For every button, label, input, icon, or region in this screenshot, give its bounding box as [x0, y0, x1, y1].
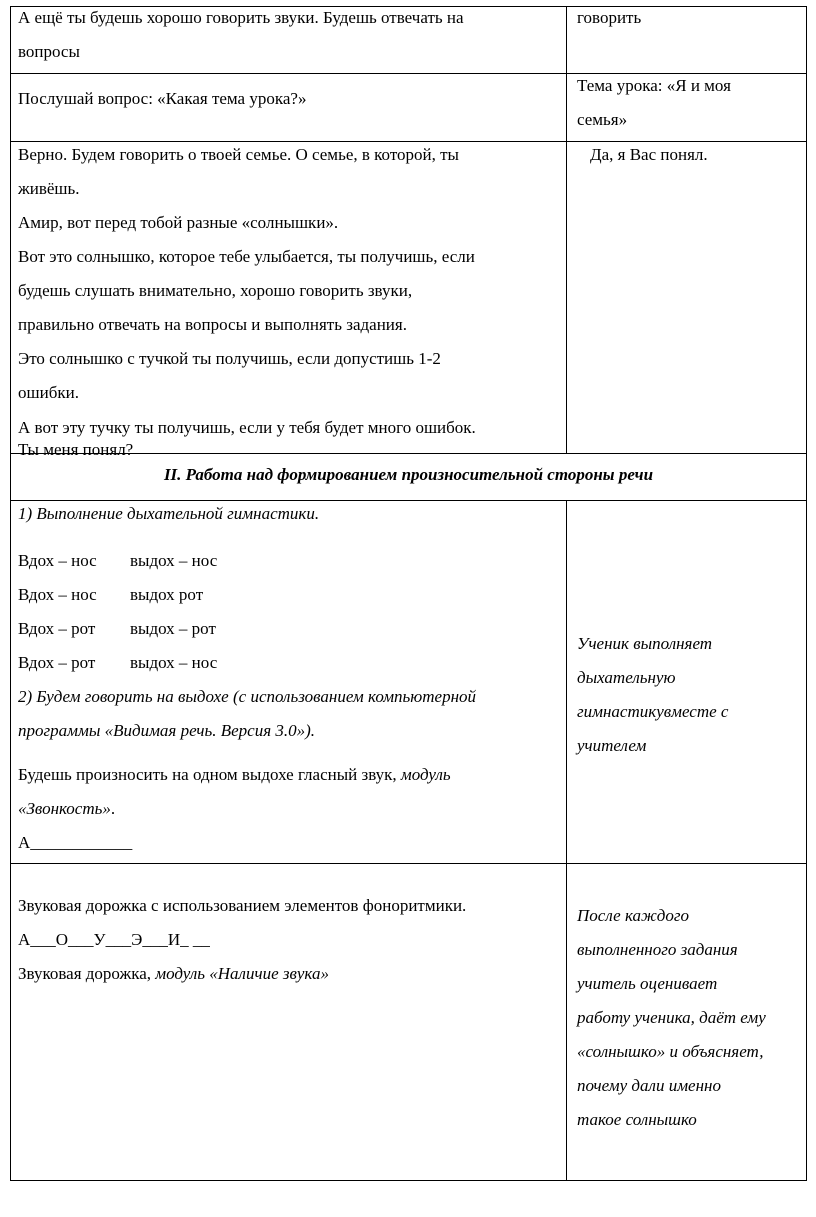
exercise-heading: 2) Будем говорить на выдохе (с использованием компьютерной [18, 687, 477, 706]
row-divider [10, 863, 807, 864]
exercise-heading: 1) Выполнение дыхательной гимнастики. [18, 504, 320, 523]
text-line: После каждого [577, 906, 690, 925]
text-line: Амир, вот перед тобой разные «солнышки». [18, 213, 339, 232]
text-line: правильно отвечать на вопросы и выполнять задания. [18, 315, 407, 334]
breathing-line: Вдох – нос выдох рот [18, 585, 204, 604]
text-line: Тема урока: «Я и моя [577, 76, 731, 95]
text-line: А вот эту тучку ты получишь, если у тебя будет много ошибок. [18, 418, 476, 437]
table-border [10, 1180, 807, 1181]
column-divider [566, 500, 567, 1181]
text-line: говорить [577, 8, 642, 27]
breathing-line: Вдох – рот выдох – нос [18, 653, 218, 672]
row4-student-cell [577, 627, 728, 763]
text-line: почему дали именно [577, 1076, 721, 1095]
row2-teacher-cell [18, 82, 306, 116]
row1-teacher-cell [18, 1, 464, 69]
text-line: дыхательную [577, 668, 676, 687]
text-line: «солнышко» и объясняет, [577, 1042, 764, 1061]
text-line: выполненного задания [577, 940, 738, 959]
text-line: учителем [577, 736, 647, 755]
text-line: учитель оценивает [577, 974, 718, 993]
text-line: Ты меня понял? [18, 440, 134, 459]
answer-line: А____________ [18, 833, 133, 852]
table-border [806, 6, 807, 1181]
column-divider [566, 6, 567, 454]
text-line: работу ученика, даёт ему [577, 1008, 766, 1027]
text-line: гимнастикувместе с [577, 702, 729, 721]
row5-teacher-cell [18, 889, 466, 991]
table-border [10, 6, 11, 1181]
text-line: Послушай вопрос: «Какая тема урока?» [18, 89, 307, 108]
text-line: Звуковая дорожка, модуль «Наличие звука» [18, 964, 329, 983]
text-line: Верно. Будем говорить о твоей семье. О семье, в которой, ты [18, 145, 459, 164]
text-line: Вот это солнышко, которое тебе улыбается, ты получишь, если [18, 247, 475, 266]
text-line: А ещё ты будешь хорошо говорить звуки. Будешь отвечать на [18, 8, 464, 27]
row3-teacher-cell [18, 138, 476, 459]
breathing-line: Вдох – нос выдох – нос [18, 551, 218, 570]
text-line: ошибки. [18, 383, 79, 402]
text-line: живёшь. [18, 179, 80, 198]
text-line: Звуковая дорожка с использованием элементов фоноритмики. [18, 896, 467, 915]
row3-student-cell [590, 138, 708, 172]
text-line: А___О___У___Э___И_ __ [18, 930, 210, 949]
text-line: программы «Видимая речь. Версия 3.0»). [18, 721, 316, 740]
text-line: семья» [577, 110, 628, 129]
text-line: вопросы [18, 42, 80, 61]
text-line: такое солнышко [577, 1110, 697, 1129]
row2-student-cell [577, 69, 731, 137]
row1-student-cell [577, 1, 641, 35]
section-heading: II. Работа над формированием произносительной стороны речи [163, 465, 654, 484]
text-line: «Звонкость». [18, 799, 116, 818]
text-line: Ученик выполняет [577, 634, 713, 653]
row4-teacher-cell [18, 497, 476, 860]
breathing-line: Вдох – рот выдох – рот [18, 619, 216, 638]
row5-student-cell [577, 899, 766, 1137]
text-line: будешь слушать внимательно, хорошо говорить звуки, [18, 281, 413, 300]
text-line: Будешь произносить на одном выдохе гласный звук, модуль [18, 765, 451, 784]
text-line: Да, я Вас понял. [590, 145, 708, 164]
text-line: Это солнышко с тучкой ты получишь, если допустишь 1-2 [18, 349, 441, 368]
